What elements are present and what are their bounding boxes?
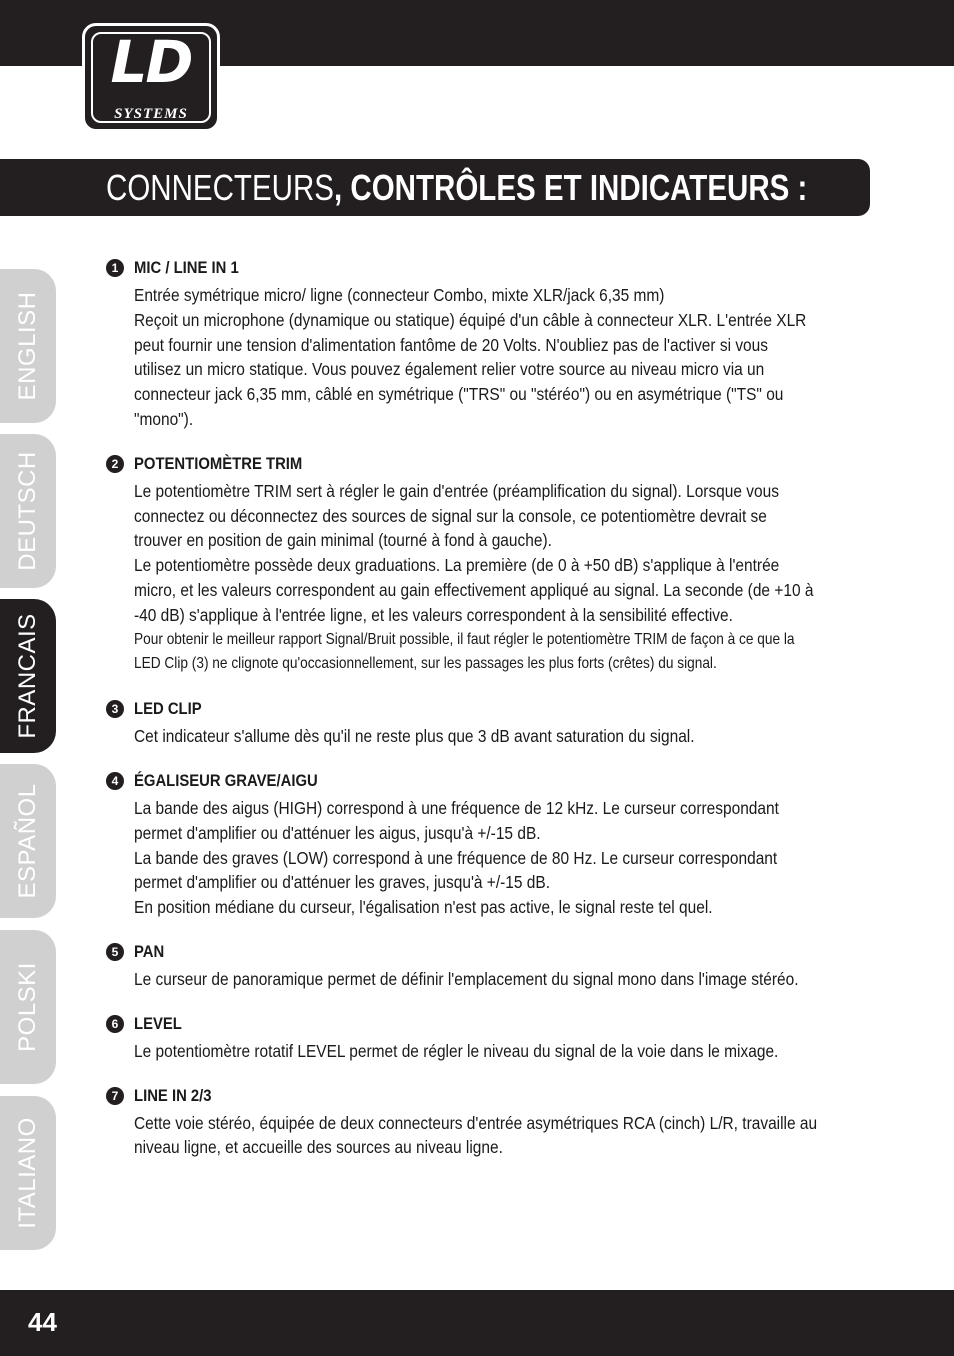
- paragraph: Le potentiomètre TRIM sert à régler le gain d'entrée (préamplification du signal). Lorsque vous connectez ou déconnectez des sources de signal sur la console, ce potentiomètre devrait se trouver en position de gain minimal (tourné à fond à gauche).: [134, 480, 779, 551]
- paragraph: La bande des aigus (HIGH) correspond à une fréquence de 12 kHz. Le curseur correspondant permet d'amplifier ou d'atténuer les aigus, jusqu'à +/-15 dB.: [134, 797, 779, 843]
- paragraph: En position médiane du curseur, l'égalisation n'est pas active, le signal reste tel quel.: [134, 897, 713, 918]
- section-mic-line-in-1: [106, 258, 856, 432]
- section-heading: MIC / LINE IN 1: [134, 259, 239, 277]
- tab-label: FRANCAIS: [14, 613, 41, 739]
- tab-english[interactable]: [0, 269, 56, 423]
- section-body: [134, 479, 818, 677]
- section-number: 5: [106, 943, 124, 961]
- tab-label: ENGLISH: [14, 291, 41, 401]
- tab-polski[interactable]: [0, 930, 56, 1084]
- title-bold: , CONTRÔLES ET INDICATEURS :: [333, 167, 808, 208]
- tab-francais[interactable]: [0, 599, 56, 753]
- paragraph: Cette voie stéréo, équipée de deux connecteurs d'entrée asymétriques RCA (cinch) L/R, travaille au niveau ligne, et accueille des sources au niveau ligne.: [134, 1112, 818, 1158]
- paragraph: Pour obtenir le meilleur rapport Signal/Bruit possible, il faut régler le potentiomètre TRIM de façon à ce que la LED Clip (3) ne clignote qu'occasionnellement, sur les passages les plus forts (crêtes) du signal.: [134, 630, 795, 673]
- section-heading: LED CLIP: [134, 700, 202, 719]
- section-potentiometre-trim: [106, 454, 856, 677]
- page-title: [106, 164, 807, 212]
- section-heading: ÉGALISEUR GRAVE/AIGU: [134, 771, 318, 790]
- logo-main-text: LD: [110, 28, 192, 96]
- section-heading: POTENTIOMÈTRE TRIM: [134, 454, 303, 473]
- section-heading: LINE IN 2/3: [134, 1086, 212, 1105]
- paragraph: Entrée symétrique micro/ ligne (connecteur Combo, mixte XLR/jack 6,35 mm): [134, 285, 665, 305]
- main-content: [106, 258, 856, 1160]
- logo-sub-text: SYSTEMS: [114, 106, 188, 122]
- tab-label: ESPAÑOL: [14, 783, 41, 899]
- section-number: 2: [106, 455, 124, 473]
- tab-label: DEUTSCH: [14, 451, 41, 571]
- tab-deutsch[interactable]: [0, 434, 56, 588]
- section-level: [106, 1014, 856, 1064]
- section-body: [134, 283, 818, 432]
- section-body: [134, 1039, 818, 1064]
- brand-logo: [82, 23, 220, 132]
- section-number: 6: [106, 1015, 124, 1033]
- page-number: 44: [28, 1307, 57, 1337]
- paragraph: Le potentiomètre rotatif LEVEL permet de régler le niveau du signal de la voie dans le mixage.: [134, 1040, 779, 1061]
- section-number: 4: [106, 772, 124, 790]
- section-body: [134, 967, 818, 992]
- section-egaliseur: [106, 771, 856, 920]
- paragraph: Reçoit un microphone (dynamique ou statique) équipé d'un câble à connecteur XLR. L'entrée XLR peut fournir une tension d'alimentation fantôme de 20 Volts. N'oubliez pas de l'activer si vous utilisez un micro statique. Vous pouvez également relier votre source au niveau micro via un connecteur jack 6,35 mm, câblé en symétrique ("TRS" ou "stéréo") ou en asymétrique ("TS" ou "mono").: [134, 309, 807, 429]
- section-line-in-2-3: [106, 1086, 856, 1161]
- tab-italiano[interactable]: [0, 1096, 56, 1250]
- tab-espanol[interactable]: [0, 764, 56, 918]
- paragraph: Cet indicateur s'allume dès qu'il ne reste plus que 3 dB avant saturation du signal.: [134, 726, 695, 747]
- section-number: 7: [106, 1087, 124, 1105]
- paragraph: Le curseur de panoramique permet de définir l'emplacement du signal mono dans l'image stéréo.: [134, 968, 799, 989]
- section-number: 3: [106, 700, 124, 718]
- paragraph: Le potentiomètre possède deux graduations. La première (de 0 à +50 dB) s'applique à l'entrée micro, et les valeurs correspondent au gain effectivement appliqué au signal. La seconde (de +10 à -40 dB) s'applique à l'entrée ligne, et les valeurs correspondent à la sensibilité effective.: [134, 555, 814, 625]
- section-heading: LEVEL: [134, 1014, 182, 1033]
- section-heading: PAN: [134, 942, 165, 961]
- tab-label: POLSKI: [14, 962, 41, 1052]
- section-body: [134, 1111, 818, 1161]
- section-body: [134, 724, 818, 749]
- bottom-bar: [0, 1290, 954, 1356]
- paragraph: La bande des graves (LOW) correspond à une fréquence de 80 Hz. Le curseur correspondant permet d'amplifier ou d'atténuer les graves, jusqu'à +/-15 dB.: [134, 847, 778, 893]
- section-pan: [106, 942, 856, 992]
- tab-label: ITALIANO: [14, 1117, 41, 1229]
- section-led-clip: [106, 699, 856, 749]
- section-body: [134, 796, 818, 920]
- section-number: 1: [106, 259, 124, 277]
- title-light: CONNECTEURS: [106, 167, 334, 208]
